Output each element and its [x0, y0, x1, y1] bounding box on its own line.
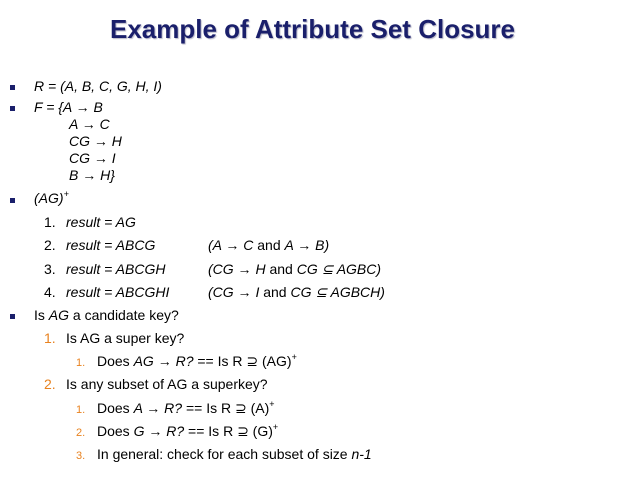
step-reason: (CG → H and CG ⊆ AGBC) — [208, 261, 382, 277]
bullet-square-icon — [10, 314, 15, 319]
step-reason: (CG → I and CG ⊆ AGBCH) — [208, 284, 385, 300]
bullet-square-icon — [10, 106, 15, 111]
closure-heading — [34, 190, 69, 207]
step-result: result = ABCG — [66, 237, 156, 253]
step-result: result = ABCGH — [66, 261, 166, 277]
closure-plus: + — [63, 189, 69, 199]
fd-item: CG → H — [69, 133, 122, 149]
item-number: 2. — [76, 427, 86, 439]
super-key-question: Is AG a super key? — [66, 330, 185, 346]
step-number: 3. — [44, 261, 56, 277]
bullet-square-icon — [10, 85, 15, 90]
step-number: 1. — [44, 214, 56, 230]
slide-title: Example of Attribute Set Closure — [110, 14, 515, 44]
bullet-square-icon — [10, 198, 15, 203]
closure-check: Does G → R? == Is R ⊇ (G)+ — [97, 422, 279, 439]
subset-question: Is any subset of AG a superkey? — [66, 376, 268, 392]
item-number: 3. — [76, 450, 86, 462]
general-check: In general: check for each subset of size n-1 — [97, 446, 372, 462]
closure-base: (AG) — [34, 190, 64, 206]
fd-set-open: F = {A → B — [34, 99, 103, 115]
fd-item: A → C — [69, 116, 110, 132]
fd-item: CG → I — [69, 150, 116, 166]
step-reason: (A → C and A → B) — [208, 237, 330, 253]
candidate-key-question: Is AG a candidate key? — [34, 307, 179, 323]
step-result: result = AG — [66, 214, 136, 230]
sub-number: 2. — [44, 376, 56, 392]
relation-schema: R = (A, B, C, G, H, I) — [34, 78, 162, 94]
sub-number: 1. — [44, 330, 56, 346]
item-number: 1. — [76, 404, 86, 416]
step-number: 4. — [44, 284, 56, 300]
fd-item: B → H} — [69, 167, 115, 183]
closure-check: Does A → R? == Is R ⊇ (A)+ — [97, 399, 275, 416]
step-result: result = ABCGHI — [66, 284, 170, 300]
step-number: 2. — [44, 237, 56, 253]
item-number: 1. — [76, 357, 86, 369]
closure-check: Does AG → R? == Is R ⊇ (AG)+ — [97, 352, 297, 369]
